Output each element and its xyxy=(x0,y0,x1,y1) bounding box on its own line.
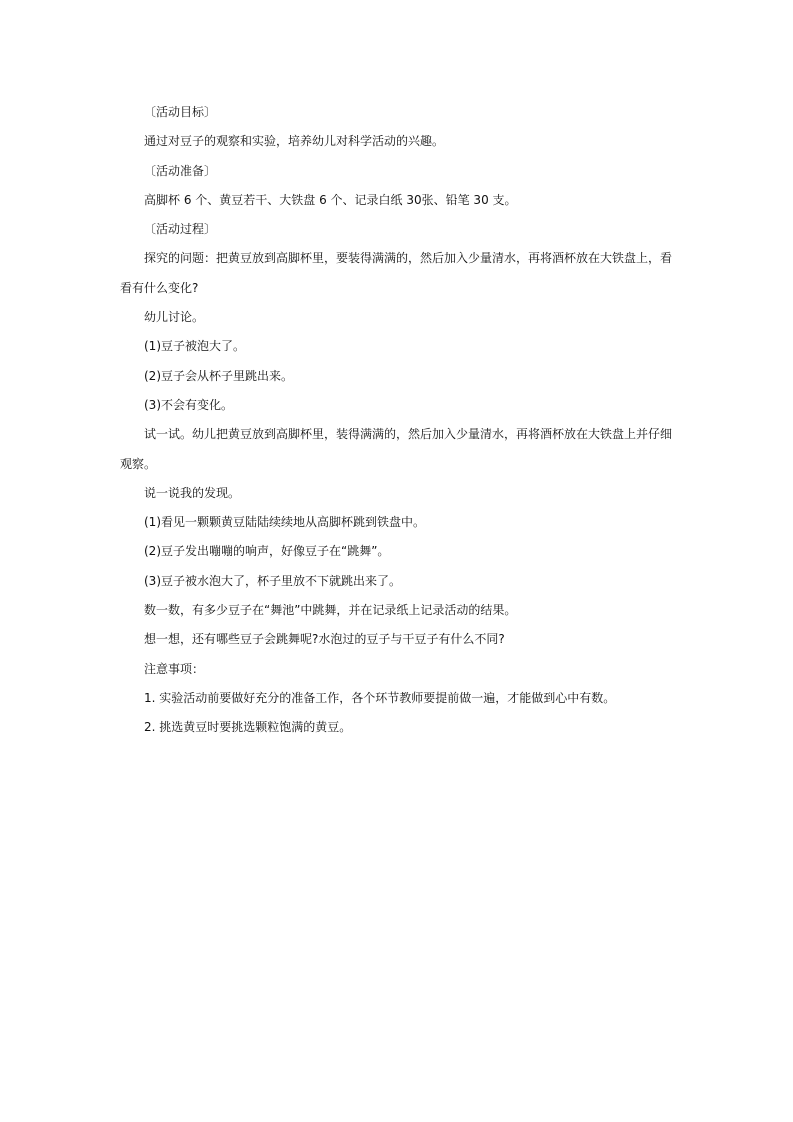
paragraph-discussion: 幼儿讨论。 xyxy=(144,310,205,325)
section-heading-goal: 〔活动目标〕 xyxy=(144,105,217,119)
section-heading-notes: 注意事项： xyxy=(144,661,205,676)
list-item-finding-3: (3)豆子被水泡大了，杯子里放不下就跳出来了。 xyxy=(144,573,401,588)
list-item-note-1: 1. 实验活动前要做好充分的准备工作，各个环节教师要提前做一遍，才能做到心中有数。 xyxy=(144,690,616,705)
list-item-discussion-3: (3)不会有变化。 xyxy=(144,397,233,412)
list-item-discussion-2: (2)豆子会从杯子里跳出来。 xyxy=(144,368,293,383)
document-body xyxy=(120,98,680,743)
section-heading-process: 〔活动过程〕 xyxy=(144,222,217,237)
list-item-finding-2: (2)豆子发出嘣嘣的响声，好像豆子在“跳舞”。 xyxy=(144,544,390,559)
section-heading-preparation: 〔活动准备〕 xyxy=(144,163,217,178)
paragraph-try: 试一试。幼儿把黄豆放到高脚杯里，装得满满的，然后加入少量清水，再将酒杯放在大铁盘上并仔细观察。 xyxy=(120,427,673,471)
list-item-finding-1: (1)看见一颗颗黄豆陆陆续续地从高脚杯跳到铁盘中。 xyxy=(144,515,426,530)
list-item-discussion-1: (1)豆子被泡大了。 xyxy=(144,339,245,354)
paragraph-goal-text: 通过对豆子的观察和实验，培养幼儿对科学活动的兴趣。 xyxy=(144,134,445,149)
paragraph-think: 想一想，还有哪些豆子会跳舞呢?水泡过的豆子与干豆子有什么不同? xyxy=(144,632,505,647)
paragraph-preparation-text: 高脚杯 6 个、黄豆若干、大铁盘 6 个、记录白纸 30张、铅笔 30 支。 xyxy=(144,192,517,207)
paragraph-count: 数一数，有多少豆子在“舞池”中跳舞，并在记录纸上记录活动的结果。 xyxy=(144,603,517,618)
paragraph-findings: 说一说我的发现。 xyxy=(144,485,241,500)
list-item-note-2: 2. 挑选黄豆时要挑选颗粒饱满的黄豆。 xyxy=(144,720,352,735)
paragraph-question: 探究的问题：把黄豆放到高脚杯里，要装得满满的，然后加入少量清水，再将酒杯放在大铁盘上，看看有什么变化? xyxy=(120,251,673,295)
